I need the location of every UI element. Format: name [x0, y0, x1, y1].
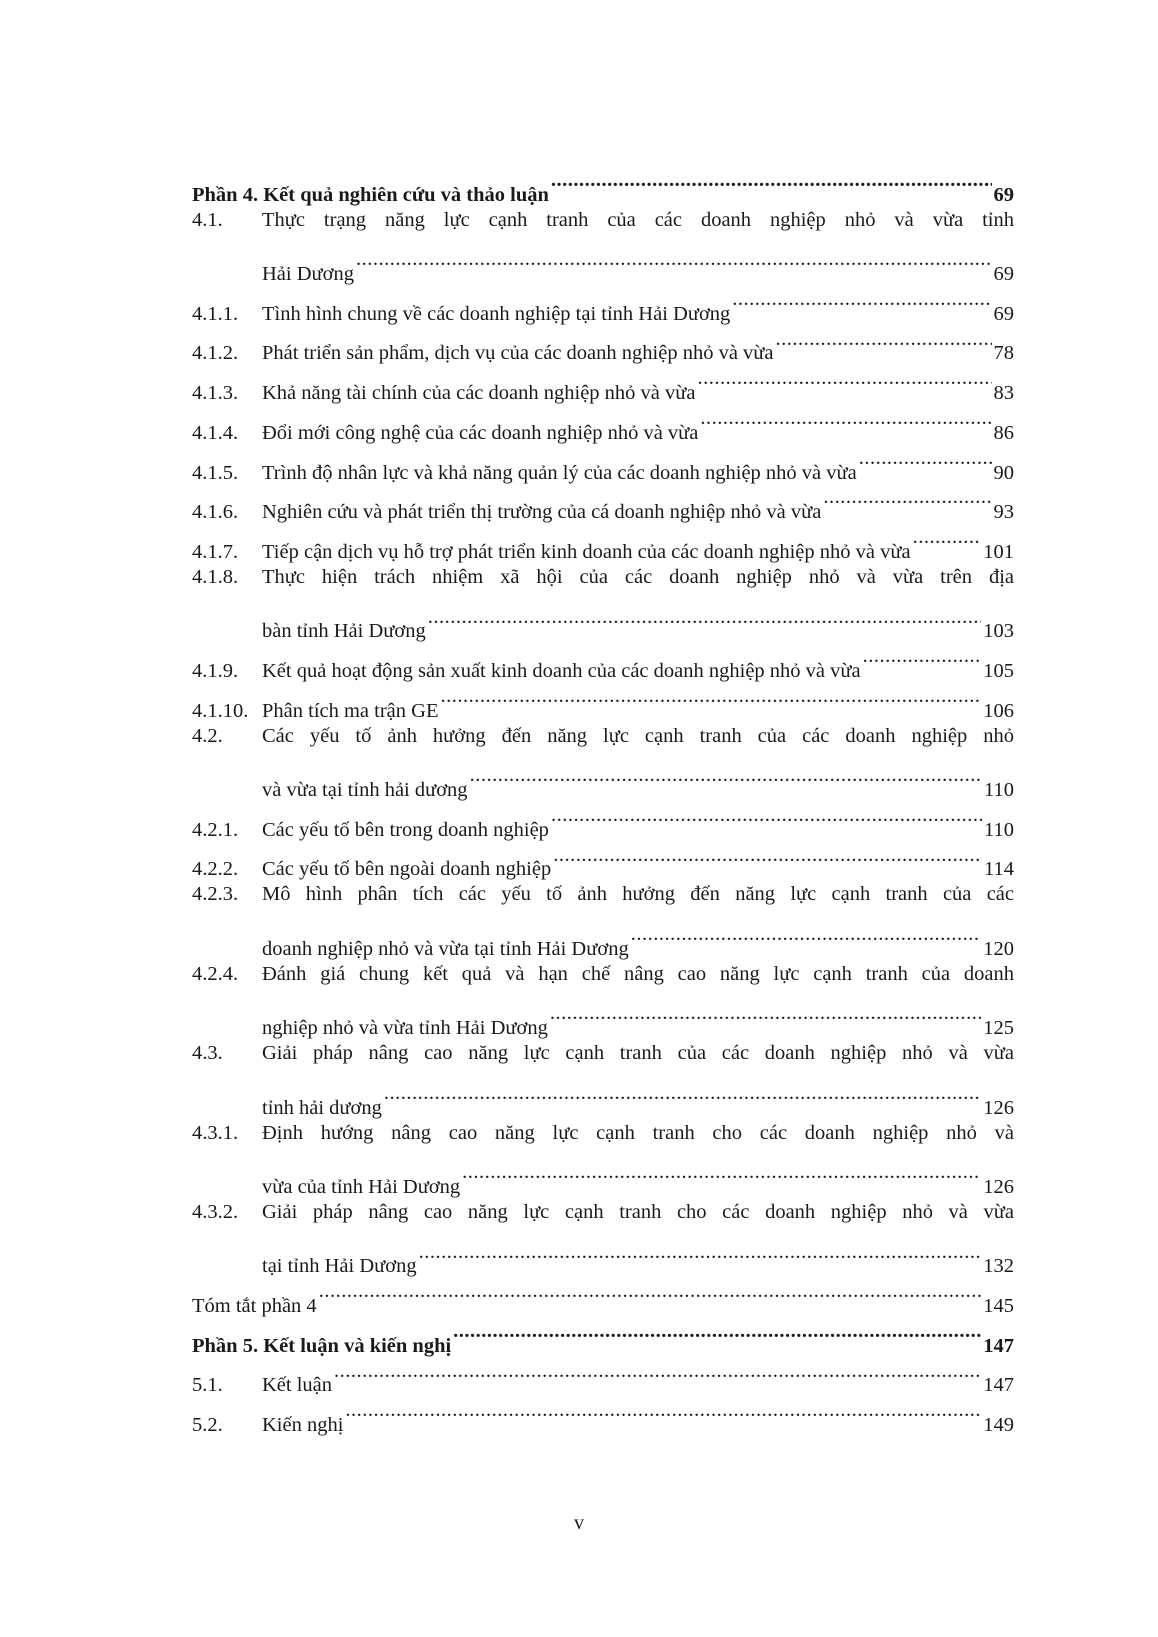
- toc-title: Thực trạng năng lực cạnh tranh của các doanh nghiệp nhỏ và vừa tỉnh: [262, 208, 1014, 231]
- toc-entry-4-2-line1: [192, 717, 1014, 757]
- toc-number: 4.2.1.: [192, 818, 239, 841]
- leader-dots: [911, 518, 982, 558]
- leader-dots: [551, 836, 982, 876]
- toc-page: 69: [993, 302, 1014, 325]
- toc-title-cont: tỉnh hải dương: [262, 1096, 382, 1119]
- leader-dots: [460, 1153, 981, 1193]
- table-of-contents: [192, 161, 1014, 1436]
- toc-page: 101: [983, 540, 1014, 563]
- toc-page: 110: [984, 818, 1014, 841]
- toc-page: 145: [983, 1294, 1014, 1317]
- toc-page: 147: [983, 1334, 1014, 1357]
- toc-entry-4-2-4-line2: [192, 994, 1014, 1040]
- leader-dots: [417, 1233, 982, 1273]
- toc-title: Khả năng tài chính của các doanh nghiệp nhỏ và vừa: [262, 382, 696, 405]
- toc-number: 4.1.9.: [192, 659, 239, 682]
- toc-number: 4.1.2.: [192, 342, 239, 365]
- toc-number: 4.2.2.: [192, 858, 239, 881]
- toc-number: 4.1.3.: [192, 382, 239, 405]
- toc-page: 93: [993, 501, 1014, 524]
- toc-entry-4-3-1-line1: [192, 1114, 1014, 1154]
- toc-page: 125: [983, 1017, 1014, 1040]
- toc-title: Đánh giá chung kết quả và hạn chế nâng cao năng lực cạnh tranh của doanh: [262, 962, 1014, 985]
- toc-title: Tình hình chung về các doanh nghiệp tại tỉnh Hải Dương: [262, 302, 731, 325]
- toc-number: 4.1.7.: [192, 540, 239, 563]
- toc-title: Kết quả hoạt động sản xuất kinh doanh của các doanh nghiệp nhỏ và vừa: [262, 659, 861, 682]
- leader-dots: [774, 320, 992, 360]
- page-number: v: [574, 1512, 584, 1534]
- leader-dots: [857, 439, 992, 479]
- toc-title-cont: tại tỉnh Hải Dương: [262, 1255, 417, 1278]
- leader-dots: [382, 1074, 981, 1114]
- leader-dots: [468, 756, 982, 796]
- toc-page: 69: [993, 263, 1014, 286]
- toc-number: 4.1.1.: [192, 302, 239, 325]
- toc-entry-4-2-3-line1: [192, 875, 1014, 915]
- toc-entry-4-3-line2: [192, 1074, 1014, 1119]
- toc-title: Thực hiện trách nhiệm xã hội của các doanh nghiệp nhỏ và vừa trên địa: [262, 565, 1014, 588]
- toc-number: 4.2.: [192, 724, 223, 747]
- toc-entry-4-3-2-line1: [192, 1193, 1014, 1233]
- toc-number: 4.1.: [192, 208, 223, 231]
- toc-title: Định hướng nâng cao năng lực cạnh tranh cho các doanh nghiệp nhỏ và: [262, 1121, 1014, 1144]
- toc-title: Đổi mới công nghệ của các doanh nghiệp nhỏ và vừa: [262, 421, 699, 444]
- toc-entry-4-1-8-line2: [192, 598, 1014, 643]
- toc-entry-4-2-4-line1: [192, 955, 1014, 995]
- leader-dots: [861, 637, 982, 677]
- toc-page: 114: [984, 858, 1014, 881]
- toc-title-cont: vừa của tỉnh Hải Dương: [262, 1175, 461, 1198]
- leader-dots: [343, 1391, 981, 1431]
- toc-title: Tóm tắt phần 4: [192, 1294, 317, 1317]
- leader-dots: [821, 479, 991, 519]
- toc-number: 4.2.3.: [192, 883, 239, 906]
- toc-title: Các yếu tố ảnh hưởng đến năng lực cạnh tranh của các doanh nghiệp nhỏ: [262, 724, 1014, 747]
- leader-dots: [629, 915, 982, 955]
- toc-title: Mô hình phân tích các yếu tố ảnh hưởng đến năng lực cạnh tranh của các: [262, 883, 1014, 906]
- leader-dots: [698, 399, 991, 439]
- toc-entry-4-1-line2: [192, 240, 1014, 286]
- toc-entry-4-3-line1: [192, 1034, 1014, 1074]
- toc-number: 4.1.8.: [192, 565, 239, 588]
- toc-number: 5.2.: [192, 1414, 223, 1436]
- toc-title: Phân tích ma trận GE: [262, 699, 439, 722]
- toc-page: 126: [983, 1096, 1014, 1119]
- leader-dots: [695, 359, 991, 399]
- toc-page: 105: [983, 659, 1014, 682]
- leader-dots: [730, 280, 991, 320]
- toc-page: 103: [983, 620, 1014, 643]
- toc-entry-4-2-line2: [192, 756, 1014, 801]
- leader-dots: [332, 1352, 981, 1392]
- toc-title: Phần 5. Kết luận và kiến nghị: [192, 1334, 452, 1357]
- toc-entry-4-3-1-line2: [192, 1153, 1014, 1198]
- toc-title: Phần 4. Kết quả nghiên cứu và thảo luận: [192, 183, 549, 206]
- toc-number: 4.1.6.: [192, 501, 239, 524]
- toc-number: 5.1.: [192, 1374, 223, 1397]
- toc-title: Kết luận: [262, 1374, 333, 1397]
- leader-dots: [549, 161, 992, 201]
- toc-title-cont: và vừa tại tỉnh hải dương: [262, 779, 468, 801]
- toc-entry-4-2-3-line2: [192, 915, 1014, 960]
- toc-number: 4.3.: [192, 1042, 223, 1065]
- toc-title: Các yếu tố bên ngoài doanh nghiệp: [262, 858, 552, 881]
- leader-dots: [354, 240, 992, 280]
- toc-title: Các yếu tố bên trong doanh nghiệp: [262, 818, 549, 841]
- toc-title: Trình độ nhân lực và khả năng quản lý của các doanh nghiệp nhỏ và vừa: [262, 461, 857, 484]
- toc-number: 4.1.4.: [192, 421, 239, 444]
- toc-page: 83: [993, 382, 1014, 405]
- toc-title: Giải pháp nâng cao năng lực cạnh tranh của các doanh nghiệp nhỏ và vừa: [262, 1042, 1014, 1065]
- toc-entry-4-3-2-line2: [192, 1233, 1014, 1278]
- leader-dots: [317, 1272, 982, 1312]
- toc-title: Giải pháp nâng cao năng lực cạnh tranh cho các doanh nghiệp nhỏ và vừa: [262, 1200, 1014, 1223]
- toc-page: 106: [983, 699, 1014, 722]
- toc-page: 90: [993, 461, 1014, 484]
- toc-title-cont: doanh nghiệp nhỏ và vừa tại tỉnh Hải Dương: [262, 937, 629, 960]
- toc-title: Phát triển sản phẩm, dịch vụ của các doanh nghiệp nhỏ và vừa: [262, 342, 774, 365]
- leader-dots: [549, 796, 982, 836]
- toc-title: Nghiên cứu và phát triển thị trường của cá doanh nghiệp nhỏ và vừa: [262, 501, 822, 524]
- toc-page: 149: [983, 1414, 1014, 1436]
- toc-title-cont: Hải Dương: [262, 263, 354, 286]
- toc-page: 132: [983, 1255, 1014, 1278]
- toc-number: 4.3.1.: [192, 1121, 239, 1144]
- toc-page: 120: [983, 937, 1014, 960]
- toc-title-cont: nghiệp nhỏ và vừa tỉnh Hải Dương: [262, 1017, 548, 1040]
- toc-number: 4.2.4.: [192, 962, 239, 985]
- toc-part-4: [192, 161, 1014, 206]
- toc-entry-4-1-8-line1: [192, 558, 1014, 598]
- toc-page: 69: [993, 183, 1014, 206]
- toc-number: 4.1.5.: [192, 461, 239, 484]
- toc-number: 4.1.10.: [192, 699, 249, 722]
- toc-title-cont: bàn tỉnh Hải Dương: [262, 620, 426, 643]
- leader-dots: [438, 677, 981, 717]
- toc-number: 4.3.2.: [192, 1200, 239, 1223]
- toc-page: 147: [983, 1374, 1014, 1397]
- leader-dots: [548, 994, 981, 1034]
- leader-dots: [451, 1312, 981, 1352]
- toc-page: 126: [983, 1175, 1014, 1198]
- toc-page: 78: [993, 342, 1014, 365]
- leader-dots: [426, 598, 982, 638]
- toc-title: Tiếp cận dịch vụ hỗ trợ phát triển kinh doanh của các doanh nghiệp nhỏ và vừa: [262, 540, 911, 563]
- toc-page: 110: [984, 779, 1014, 801]
- toc-title: Kiến nghị: [262, 1414, 344, 1436]
- toc-page: 86: [993, 421, 1014, 444]
- toc-entry-4-1-line1: [192, 201, 1014, 241]
